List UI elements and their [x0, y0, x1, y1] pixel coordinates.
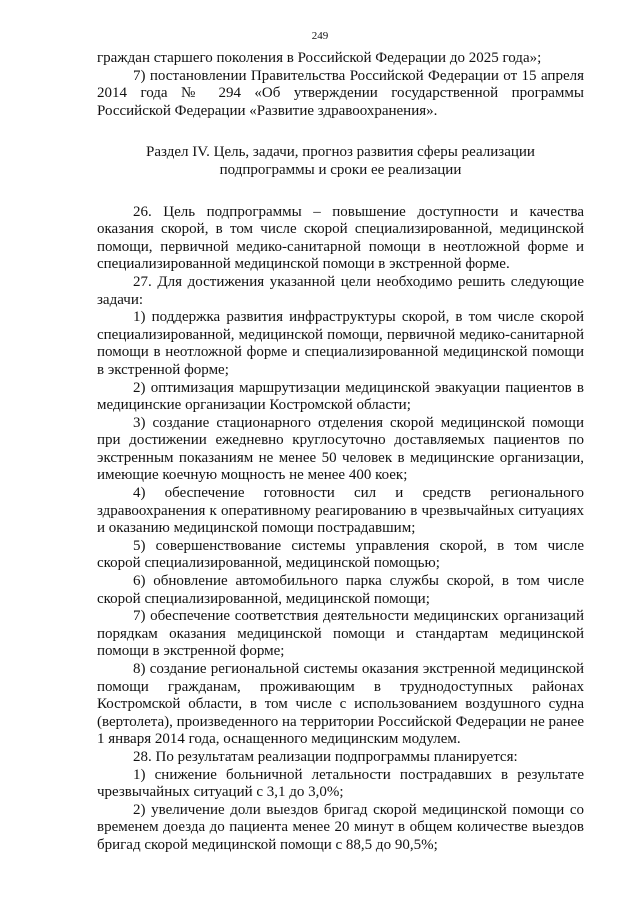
task-6: 6) обновление автомобильного парка службы скорой, в том числе скорой специализированной, медицинской помощи; [97, 573, 584, 607]
section-heading [97, 144, 584, 179]
section-title-line-1: Раздел IV. Цель, задачи, прогноз развития сферы реализации [146, 144, 535, 161]
intro-line: граждан старшего поколения в Российской Федерации до 2025 года»; [97, 50, 542, 66]
task-1: 1) поддержка развития инфраструктуры скорой, в том числе скорой специализированной, медицинской помощи, первичной медико-санитарной помощи в неотложной форме и специализированной медицинской помощи в экстренной форме; [97, 309, 584, 378]
document-body [97, 50, 584, 855]
section-title-line-2: подпрограммы и сроки ее реализации [219, 161, 462, 178]
task-2: 2) оптимизация маршрутизации медицинской эвакуации пациентов в медицинские организации Костромской области; [97, 379, 584, 414]
paragraph-26: 26. Цель подпрограммы – повышение доступности и качества оказания скорой, в том числе скорой специализированной, медицинской помощи, первичной медико-санитарной помощи в неотложной форме и специализированной медицинской помощи в экстренной форме. [97, 203, 584, 273]
task-8: 8) создание региональной системы оказания экстренной медицинской помощи гражданам, проживающим в труднодоступных районах Костромской области, в том числе с использованием воздушного судна (вертолета), произведенного на территории Российской Федерации не ранее 1 января 2014 года, оснащенного медицинским модулем. [97, 661, 584, 748]
task-5: 5) совершенствование системы управления скорой, в том числе скорой специализированной, медицинской помощью; [97, 537, 584, 572]
result-2: 2) увеличение доли выездов бригад скорой медицинской помощи со временем доезда до пациента менее 20 минут в общем количестве выездов бригад скорой медицинской помощи с 88,5 до 90,5%; [97, 801, 584, 853]
result-1: 1) снижение больничной летальности пострадавших в результате чрезвычайных ситуаций с 3,1 до 3,0%; [97, 766, 584, 801]
task-3: 3) создание стационарного отделения скорой медицинской помощи при достижении ежедневно круглосуточно доставляемых пациентов по экстренным показаниям не менее 50 человек в медицинские организации, имеющие коечную мощность не менее 400 коек; [97, 414, 584, 484]
task-4: 4) обеспечение готовности сил и средств регионального здравоохранения к оперативному реагированию в чрезвычайных ситуациях и оказанию медицинской помощи пострадавшим; [97, 485, 584, 537]
page-number: 249 [311, 30, 329, 42]
task-7: 7) обеспечение соответствия деятельности медицинских организаций порядкам оказания медицинской помощи и стандартам медицинской помощи в экстренной форме; [97, 608, 584, 660]
intro-item-7: 7) постановлении Правительства Российской Федерации от 15 апреля 2014 года № 294 «Об утверждении государственной программы Российской Федерации «Развитие здравоохранения». [97, 67, 584, 119]
paragraph-28: 28. По результатам реализации подпрограммы планируется: [133, 748, 518, 765]
paragraph-27: 27. Для достижения указанной цели необходимо решить следующие задачи: [97, 273, 584, 308]
